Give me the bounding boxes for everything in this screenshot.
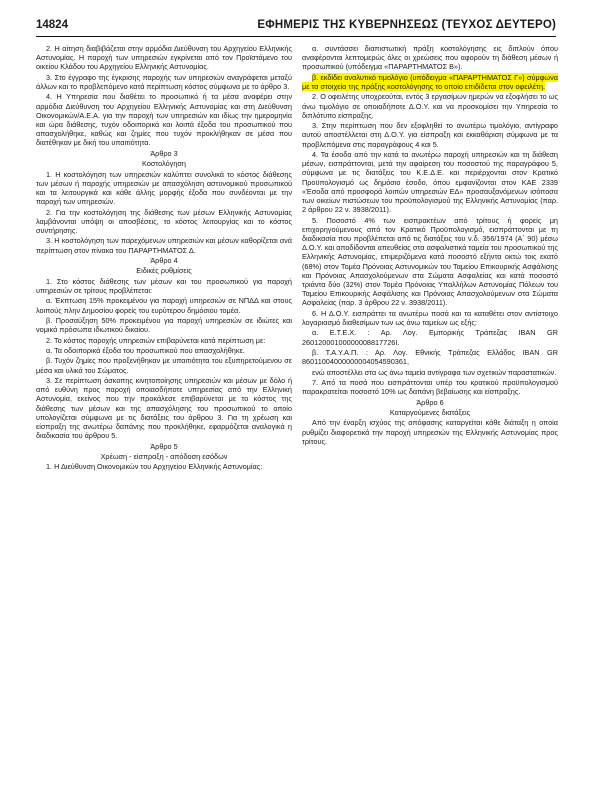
paragraph: β. Τυχόν ζημίες που προξενήθηκαν με υπαιτιότητα του εξυπηρετούμενου σε μέσα και υλικά του Σώματος. (36, 356, 292, 375)
right-column (302, 44, 558, 447)
article-6-subtitle: Καταργούμενες διατάξεις (389, 407, 471, 417)
paragraph: 1. Στο κόστος διάθεσης των μέσων και του προσωπικού για παροχή υπηρεσιών σε τρίτους προβλέπεται: (36, 276, 292, 295)
iban-paragraph: α. Ε.Τ.Ε.Χ. : Αρ. Λογ. Εμπορικής Τράπεζας IBAN GR 26012000100000008817726І. (302, 328, 558, 347)
article-4-title: Άρθρο 4 (150, 255, 178, 265)
highlighted-paragraph (302, 73, 558, 91)
gazette-title: ΕΦΗΜΕΡΙΣ ΤΗΣ ΚΥΒΕΡΝΗΣΕΩΣ (ΤΕΥΧΟΣ ΔΕΥΤΕΡΟ) (257, 19, 556, 31)
paragraph: 1. Η κοστολόγηση των υπηρεσιών καλύπτει συνολικά το κόστος διάθεσης των μέσων ή παροχής υπηρεσιών με απασχόληση αστυνομικού προσωπικού και τα λειτουργικά και κάθε άλλης μορφής έξοδα που συνδέονται με την παροχή των υπηρεσιών. (36, 169, 292, 207)
paragraph: α. Έκπτωση 15% προκειμένου για παροχή υπηρεσιών σε ΝΠΔΔ και στους λοιπούς πλην Δημοσίου φορείς του ευρύτερου δημόσιου τομέα. (36, 296, 292, 315)
page-number: 14824 (36, 19, 68, 31)
paragraph: 2. Ο οφειλέτης υποχρεούται, εντός 3 εργασίμων ημερών να εξοφλήσει το ως άνω τιμολόγιο σε οποιαδήποτε Δ.Ο.Υ. και να προσκομίσει την Υπηρεσία το διπλότυπο είσπραξης. (302, 92, 558, 120)
left-column (36, 44, 292, 473)
paragraph: 1. Η Διεύθυνση Οικονομικών του Αρχηγείου Ελληνικής Αστυνομίας: (46, 462, 263, 472)
paragraph: Από την έναρξη ισχύος της απόφασης καταργείται κάθε διάταξη η οποία ρυθμίζει διαφορετικά την παροχή υπηρεσιών της Ελληνικής Αστυνομίας προς τρίτους. (302, 418, 558, 446)
article-3-subtitle: Κοστολόγηση (142, 159, 186, 169)
paragraph: 5. Ποσοστό 4% των εισπρακτέων από τρίτους ή φορείς μη επιχορηγούμενους από τον Κρατικό Προϋπολογισμό, εισπράττονται με τη διαδικασία που προβλέπεται από τις διατάξεις του ν.δ. 356/1974 (Α΄ 90) μέσω Δ.Ο.Υ. και αποδίδονται απευθείας στα ασφαλιστικά ταμεία του προσωπικού της Ελληνικής Αστυνομίας, επιμεριζόμενα κατά ποσοστό εξήντα οκτώ τοις εκατό (68%) στον Τομέα Πρόνοιας Αστυνομικών του Ταμείου Επικουρικής Ασφάλισης και Πρόνοιας Απασχολούμενων στα Σώματα Ασφαλείας και κατά ποσοστό τριάντα δύο (32%) στον Τομέα Πρόνοιας Υπαλλήλων Αστυνομίας Πόλεων του Ταμείου Επικουρικής Ασφάλισης και Πρόνοιας Απασχολούμενων στα Σώματα Ασφαλείας (παρ. 3 άρθρου 22 ν. 3938/2011). (302, 215, 558, 308)
article-4-subtitle: Ειδικές ρυθμίσεις (136, 266, 192, 276)
paragraph: 3. Η κοστολόγηση των παρεχόμενων υπηρεσιών και μέσων καθορίζεται ανά περίπτωση στον πίνακα του ΠΑΡΑΡΤΗΜΑΤΟΣ Δ. (36, 236, 292, 255)
paragraph: α. συντάσσει διαπιστωτική πράξη κοστολόγησης εις διπλούν όπου αναφέρονται λεπτομερώς όλες οι χρεώσεις που αφορούν τη διάθεση μέσων ή προσωπικού (υπόδειγμα «ΠΑΡΑΡΤΗΜΑΤΟΣ Β»). (302, 44, 558, 72)
highlighted-text: β. εκδίδει αναλυτικό τιμολόγιο (υπόδειγμα «ΠΑΡΑΡΤΗΜΑΤΟΣ Γ») σύμφωνα με τα στοιχεία της πράξης κοστολόγησης το οποίο επιδίδεται στον οφειλέτη. (302, 72, 558, 91)
paragraph: 3. Στην περίπτωση που δεν εξοφληθεί το ανωτέρω τιμολόγιο, αντίγραφο αυτού αποστέλλεται στη Δ.Ο.Υ. για είσπραξη και εκκαθάριση σύμφωνα με τα προβλεπόμενα στις παραγράφους 4 και 5. (302, 121, 558, 149)
paragraph: 6. Η Δ.Ο.Υ. εισπράττει τα ανωτέρω ποσά και τα καταθέτει στον αντίστοιχο λογαριασμό διαθεσίμων των ως άνω ταμείων ως εξής: (302, 308, 558, 328)
paragraph: 3. Στο έγγραφο της έγκρισης παροχής των υπηρεσιών αναγράφεται μεταξύ άλλων και το προβλεπόμενο κατά περίπτωση κόστος σύμφωνα με το άρθρο 3. (36, 72, 292, 91)
paragraph: α. Τα οδοιπορικά έξοδα του προσωπικού που απασχολήθηκε. (46, 345, 245, 355)
paragraph: 3. Σε περίπτωση άσκοπης κινητοποίησης υπηρεσιών και μέσων με δόλο ή από ευθύνη προς παροχή οποιασδήποτε υπηρεσίας από την Ελληνική Αστυνομία, εκείνος που την προκάλεσε επιβαρύνεται με το κόστος της διάθεσης των μέσων και της απασχόλησης του προσωπικού το οποίο υπολογίζεται σύμφωνα με τις διατάξεις του άρθρου 3. Για τη χρέωση και είσπραξη της ανωτέρω δαπάνης που προκλήθηκε, εφαρμόζεται αναλογικά η διαδικασία του άρθρου 5. (36, 375, 292, 441)
paragraph: 7. Από τα ποσά που εισπράττονται υπέρ του κρατικού προϋπολογισμού παρακρατείται ποσοστό 10% ως δαπάνη βεβαίωσης και είσπραξης. (302, 377, 558, 397)
paragraph: 4. Η Υπηρεσία που διαθέτει το προσωπικό ή τα μέσα αναφέρει στην αρμόδια Διεύθυνση του Αρχηγείου Ελληνικής Αστυνομίας και στη Διεύθυνση Οικονομικών/Α.Ε.Α. για την παροχή των υπηρεσιών και ιδίως την ημερομηνία και ώρα διάθεσης, τυχόν οδοιπορικά και λοιπά έξοδα του προσωπικού που απασχολήθηκε, καθώς και ζημίες που τυχόν προκλήθηκαν σε μέσα που διατέθηκαν με δική του υπαιτιότητα. (36, 92, 292, 148)
paragraph: 2. Το κόστος παροχής υπηρεσιών επιβαρύνεται κατά περίπτωση με: (46, 335, 266, 345)
article-5-subtitle: Χρέωση - είσπραξη - απόδοση εσόδων (100, 451, 228, 461)
paragraph: 4. Τα έσοδα από την κατά τα ανωτέρω παροχή υπηρεσιών και τη διάθεση μέσων, εισπράττονται, μετά την αφαίρεση του ποσοστού της παραγράφου 5, σύμφωνα με τις διατάξεις του Κ.Ε.Δ.Ε. και περιέρχονται στον Κρατικό Προϋπολογισμό ως δημόσιο έσοδο, όπου εμφανίζονται στον ΚΑΕ 2339 «Έσοδα από προσφορά λοιπών υπηρεσιών ΕΔ» προσαυξανόμενων ισόποσα των οικείων πιστώσεων του προϋπολογισμού της Ελληνικής Αστυνομίας (παρ. 2 άρθρου 22 ν. 3938/2011). (302, 149, 558, 215)
page-header (36, 18, 556, 37)
paragraph: 2. Για την κοστολόγηση της διάθεσης των μέσων Ελληνικής Αστυνομίας λαμβάνονται υπόψη οι αποσβέσεις, το κόστος λειτουργίας και το κόστος συντήρησης. (36, 207, 292, 235)
paragraph: ενώ αποστέλλει στα ως άνω ταμεία αντίγραφα των σχετικών παραστατικών. (312, 367, 557, 377)
paragraph: 2. Η αίτηση διαβιβάζεται στην αρμόδια Διεύθυνση του Αρχηγείου Ελληνικής Αστυνομίας. Η παροχή των υπηρεσιών εγκρίνεται από τον Προϊστάμενο του οικείου Κλάδου του Αρχηγείου Ελληνικής Αστυνομίας. (36, 44, 292, 72)
article-6-title: Άρθρο 6 (416, 397, 444, 407)
paragraph: β. Προσαύξηση 50% προκειμένου για παροχή υπηρεσιών σε ιδιώτες και νομικά πρόσωπα ιδιωτικού δικαίου. (36, 315, 292, 335)
article-5-title: Άρθρο 5 (150, 441, 178, 451)
article-3-title: Άρθρο 3 (150, 148, 178, 158)
iban-paragraph: β. Τ.Α.Υ.Α.Π. : Αρ. Λογ. Εθνικής Τράπεζας Ελλάδος IBAN GR 86011004000000004054590361, (302, 348, 558, 367)
